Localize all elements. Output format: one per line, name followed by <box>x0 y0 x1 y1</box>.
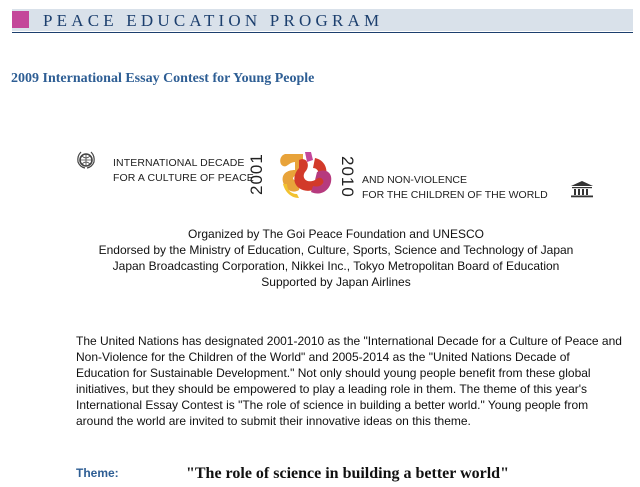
decade-title-right <box>362 173 548 203</box>
decade-logo-icon <box>277 150 339 200</box>
header-accent-square <box>12 11 29 28</box>
year-end: 2010 <box>338 156 357 198</box>
theme-label: Theme: <box>76 466 119 480</box>
decade-left-line1: INTERNATIONAL DECADE <box>113 157 245 169</box>
header-divider <box>12 32 633 33</box>
decade-left-line2: FOR A CULTURE OF PEACE <box>113 172 254 184</box>
year-start: 2001 <box>247 153 266 195</box>
theme-text: "The role of science in building a better world" <box>186 465 509 482</box>
unesco-temple-icon <box>570 180 594 198</box>
decade-title-left <box>113 156 254 186</box>
intro-paragraph: The United Nations has designated 2001-2010 as the "International Decade for a Culture of Peace and Non-Violence for the Children of the World" and 2005-2014 as the "United Nations Decade of Education for Sustainable Development." Not only should young people benefit from these global initiatives, but they should be empowered to play a leading role in them. The theme of this year's International Essay Contest is "The role of science in building a better world." Young people from around the world are invited to submit their innovative ideas on this theme. <box>76 334 622 428</box>
page-header-title: PEACE EDUCATION PROGRAM <box>43 11 384 30</box>
decade-right-line2: FOR THE CHILDREN OF THE WORLD <box>362 189 548 201</box>
decade-right-line1: AND NON-VIOLENCE <box>362 174 468 186</box>
contest-title: 2009 International Essay Contest for Young People <box>11 71 315 86</box>
organizers-block <box>0 226 640 290</box>
organizer-line: Organized by The Goi Peace Foundation and UNESCO <box>188 227 484 241</box>
un-emblem-icon <box>76 150 96 170</box>
organizer-line: Japan Broadcasting Corporation, Nikkei Inc., Tokyo Metropolitan Board of Education <box>112 259 560 273</box>
organizer-line: Endorsed by the Ministry of Education, Culture, Sports, Science and Technology of Japan <box>98 243 574 257</box>
organizer-line: Supported by Japan Airlines <box>261 275 411 289</box>
